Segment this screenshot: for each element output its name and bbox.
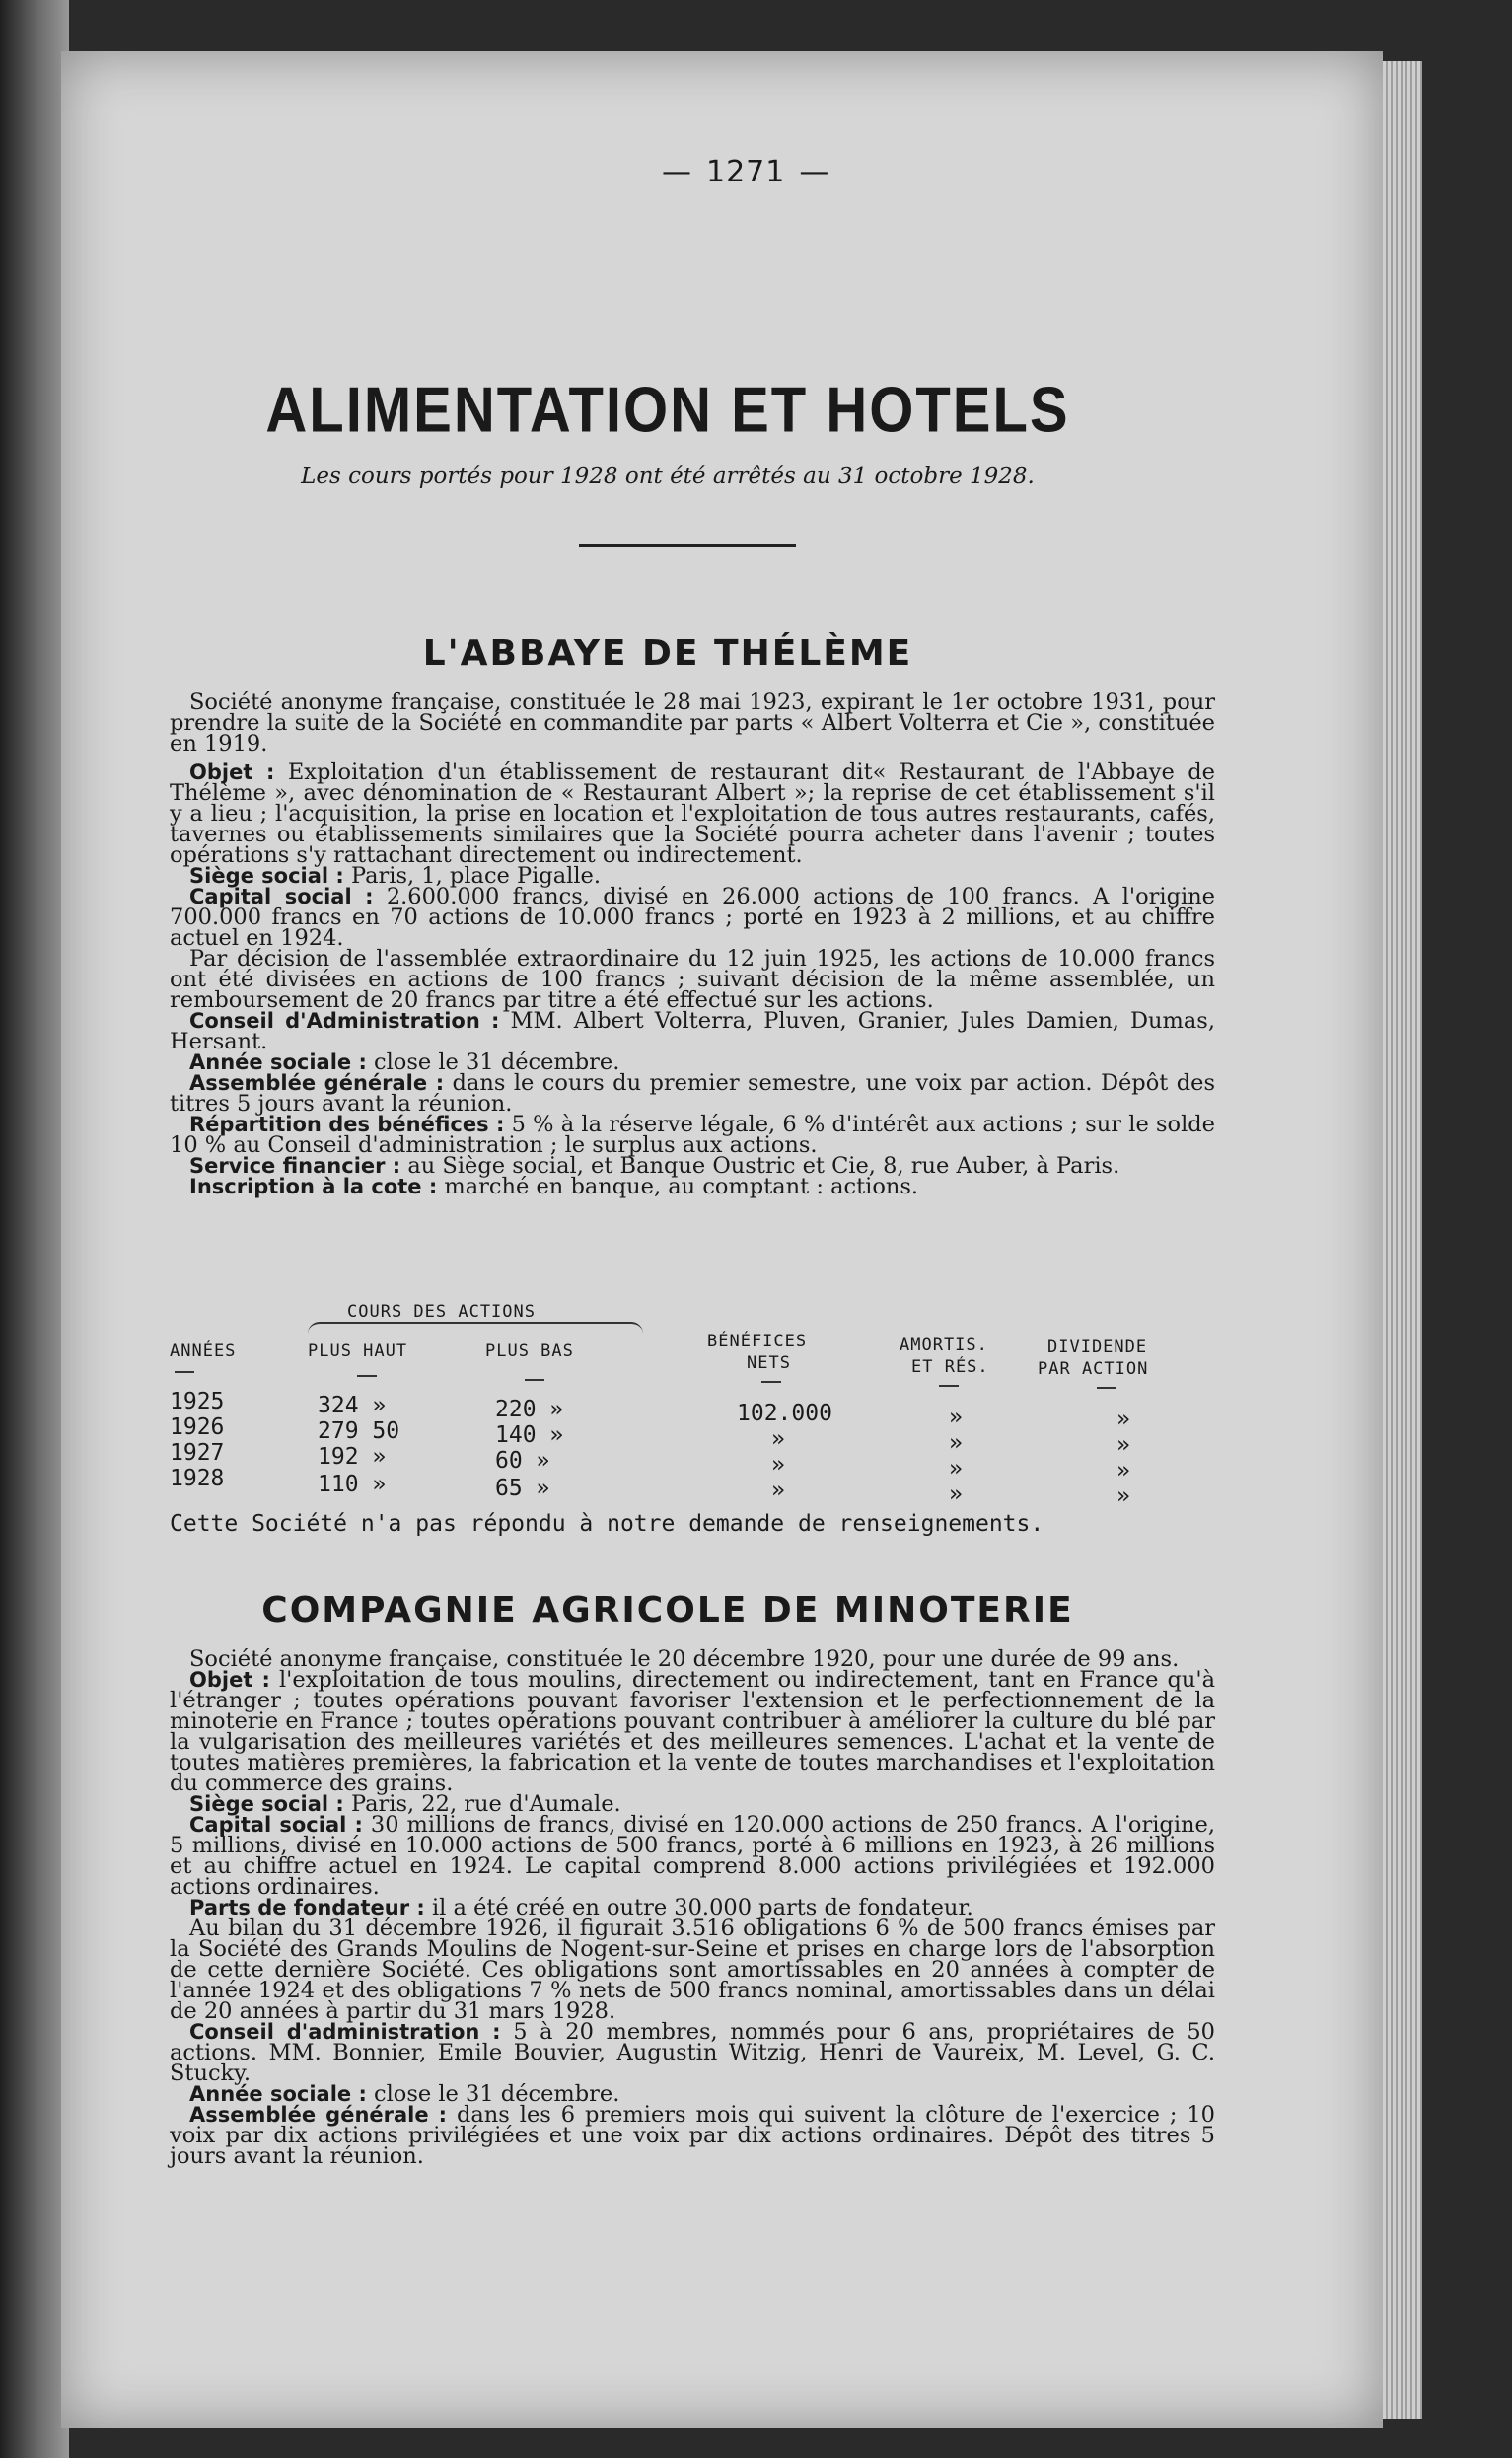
header-annees: ANNÉES bbox=[170, 1341, 237, 1361]
divider-rule bbox=[579, 544, 796, 547]
book-spine bbox=[0, 0, 69, 2458]
header-amortis-1: AMORTIS. bbox=[900, 1336, 988, 1355]
assemblee-paragraph: Assemblée générale : dans les 6 premiers mois qui suivent la clôture de l'exercice ; 10 voix par dix actions privilégiées et une voix par dix actions ordinaires. Dépôt des titres 5 jours avant la réunion. bbox=[170, 2102, 1215, 2169]
subtitle: Les cours portés pour 1928 ont été arrêtés au 31 octobre 1928. bbox=[301, 464, 1035, 489]
capital-paragraph: Capital social : 2.600.000 francs, divisé en 26.000 actions de 100 francs. A l'origine 700.000 francs en 70 actions de 10.000 francs ; porté en 1923 à 2 millions, et au chiffre actuel en 1924. bbox=[170, 884, 1215, 951]
parts-paragraph: Parts de fondateur : il a été créé en outre 30.000 parts de fondateur. bbox=[189, 1895, 973, 1920]
dash-mark bbox=[1097, 1387, 1116, 1389]
conseil-paragraph: Conseil d'administration : 5 à 20 membres, nommés pour 6 ans, propriétaires de 50 actions. MM. Bonnier, Emile Bouvier, Augustin Witzig, Henri de Vaureix, M. Level, G. C. Stucky. bbox=[170, 2019, 1215, 2086]
inscription-paragraph: Inscription à la cote : marché en banque, au comptant : actions. bbox=[189, 1174, 919, 1199]
page-edges bbox=[1383, 61, 1422, 2419]
header-benefices-1: BÉNÉFICES bbox=[707, 1332, 808, 1351]
objet-paragraph: Objet : l'exploitation de tous moulins, directement ou indirectement, tant en France qu'à l'étranger ; toutes opérations pouvant favoriser l'extension et le perfectionnement de la minoterie en France ; toutes opérations pouvant contribuer à améliorer la culture du blé par la vulgarisation des meilleures variétés et des meilleures semences. L'achat et la vente de toutes matières premières, la fabrication et la vente de toutes marchandises et l'exploitation du commerce des grains. bbox=[170, 1667, 1215, 1796]
header-amortis-2: ET RÉS. bbox=[911, 1357, 989, 1377]
dash-mark bbox=[525, 1379, 544, 1381]
page-number: — 1271 — bbox=[662, 155, 830, 189]
header-benefices-2: NETS bbox=[747, 1353, 791, 1373]
siege-paragraph: Siège social : Paris, 22, rue d'Aumale. bbox=[189, 1791, 621, 1817]
header-dividende-1: DIVIDENDE bbox=[1047, 1337, 1148, 1357]
dash-mark bbox=[175, 1371, 194, 1373]
conseil-paragraph: Conseil d'Administration : MM. Albert Volterra, Pluven, Granier, Jules Damien, Dumas, Hersant. bbox=[170, 1008, 1215, 1054]
repartition-paragraph: Répartition des bénéfices : 5 % à la réserve légale, 6 % d'intérêt aux actions ; sur le solde 10 % au Conseil d'administration ; le surplus aux actions. bbox=[170, 1112, 1215, 1158]
dash-mark bbox=[761, 1381, 781, 1383]
objet-paragraph: Objet : Exploitation d'un établissement de restaurant dit« Restaurant de l'Abbaye de Thélème », avec dénomination de « Restaurant Albert »; la reprise de cet établissement s'il y a lieu ; l'acquisition, la prise en location et l'exploitation de tous autres restaurants, cafés, tavernes ou établissements similaires que la Société pourra acheter dans l'avenir ; toutes opérations s'y rattachant directement ou indirectement. bbox=[170, 759, 1215, 868]
section-body-minoterie bbox=[170, 1646, 1215, 2169]
dash-mark bbox=[939, 1385, 959, 1387]
intro-paragraph: Société anonyme française, constituée le 28 mai 1923, expirant le 1er octobre 1931, pour prendre la suite de la Société en commandite par parts « Albert Volterra et Cie », constituée en 1919. bbox=[170, 689, 1215, 757]
intro-paragraph: Société anonyme française, constituée le 20 décembre 1920, pour une durée de 99 ans. bbox=[189, 1646, 1180, 1672]
section-body-abbaye bbox=[170, 689, 1215, 1199]
annee-paragraph: Année sociale : close le 31 décembre. bbox=[189, 2081, 620, 2107]
section-title-minoterie: COMPAGNIE AGRICOLE DE MINOTERIE bbox=[261, 1590, 1074, 1630]
dash-mark bbox=[357, 1375, 377, 1377]
header-plus-bas: PLUS BAS bbox=[485, 1341, 574, 1361]
assemblee-paragraph: Assemblée générale : dans le cours du premier semestre, une voix par action. Dépôt des titres 5 jours avant la réunion. bbox=[170, 1070, 1215, 1117]
section-title-abbaye: L'ABBAYE DE THÉLÈME bbox=[422, 633, 913, 674]
header-cours: COURS DES ACTIONS bbox=[347, 1302, 536, 1322]
header-brace bbox=[308, 1322, 643, 1334]
header-plus-haut: PLUS HAUT bbox=[308, 1341, 408, 1361]
bilan-paragraph: Au bilan du 31 décembre 1926, il figurait 3.516 obligations 6 % de 500 francs émises par la Société des Grands Moulins de Nogent-sur-Seine et prises en charge lors de l'absorption de cette dernière Société. Ces obligations sont amortissables en 20 années à compter de l'année 1924 et des obligations 7 % nets de 500 francs nominal, amortissables dans un délai de 20 années à partir du 31 mars 1928. bbox=[170, 1916, 1215, 2024]
document-page: — 1271 — ALIMENTATION ET HOTELS Les cours portés pour 1928 ont été arrêtés au 31 octobre 1928. L'ABBAYE DE THÉLÈME Société anonyme française, constituée le 28 mai 1923, expirant le 1er octobre 1931, pour prendre la suite de la Société en commandite par parts « Albert Volterra et Cie », constituée en 1919. Objet : Exploitation d'un établissement de restaurant dit« Restaurant de l'Abbaye de Thélème », avec dénomination de « Restaurant Albert »; la reprise de cet établissement s'il y a lieu ; l'acquisition, la prise en location et l'exploitation de tous autres restaurants, cafés, tavernes ou établissements similaires que la Société pourra acheter dans l'avenir ; toutes opérations s'y rattachant directement ou indirectement. Siège social : Paris, 1, place Pigalle. Capital social : 2.600.000 francs, divisé en 26.000 actions de 100 francs. A l'origine 700.000 francs en 70 actions de 10.000 francs ; porté en 1923 à 2 millions, et au chiffre actuel en 1924. Par décision de l'assemblée extraordinaire du 12 juin 1925, les actions de 10.000 francs ont été divisées en actions de 100 francs ; suivant décision de la même assemblée, un remboursement de 20 francs par titre a été effectué sur les actions. Conseil d'Administration : MM. Albert Volterra, Pluven, Granier, Jules Damien, Dumas, Hersant. Année sociale : close le 31 décembre. Assemblée générale : dans le cours du premier semestre, une voix par action. Dépôt des titres 5 jours avant la réunion. Répartition des bénéfices : 5 % à la réserve légale, 6 % d'intérêt aux actions ; sur le solde 10 % au Conseil d'administration ; le surplus aux actions. Service financier : au Siège social, et Banque Oustric et Cie, 8, rue Auber, à Paris. Inscription à la cote : marché en banque, au comptant : actions. COURS DES ACTIONS ANNÉES PLUS HAUT PLUS BAS BÉNÉFICES NETS AMORTIS. ET RÉS. DIVIDENDE PAR ACTION 1925 324 » 220 » 102.000 » » 1926 279 50 140 » » » » 1927 192 » 60 » » » » 1928 110 » 65 » » » » Cette Société n'a pas répondu à notre demande de renseignements. COMPAGNIE AGRICOLE DE MINOTERIE Société anonyme française, constituée le 20 décembre 1920, pour une durée de 99 ans. Objet : l'exploitation de tous moulins, directement ou indirectement, tant en France qu'à l'étranger ; toutes opérations pouvant favoriser l'extension et le perfectionnement de la minoterie en France ; toutes opérations pouvant contribuer à améliorer la culture du blé par la vulgarisation des meilleures variétés et des meilleures semences. L'achat et la vente de toutes matières premières, la fabrication et la vente de toutes marchandises et l'exploitation du commerce des grains. Siège social : Paris, 22, rue d'Aumale. Capital social : 30 millions de francs, divisé en 120.000 actions de 250 francs. A l'origine, 5 millions, divisé en 10.000 actions de 500 francs, porté à 6 millions en 1923, à 26 millions et au chiffre actuel en 1924. Le capital comprend 8.000 actions privilégiées et 192.000 actions ordinaires. Parts de fondateur : il a été créé en outre 30.000 parts de fondateur. Au bilan du 31 décembre 1926, il figurait 3.516 obligations 6 % de 500 francs émises par la Société des Grands Moulins de Nogent-sur-Seine et prises en charge lors de l'absorption de cette dernière Société. Ces obligations sont amortissables en 20 années à compter de l'année 1924 et des obligations 7 % nets de 500 francs nominal, amortissables dans un délai de 20 années à partir du 31 mars 1928. Conseil d'administration : 5 à 20 membres, nommés pour 6 ans, propriétaires de 50 actions. MM. Bonnier, Emile Bouvier, Augustin Witzig, Henri de Vaureix, M. Level, G. C. Stucky. Année sociale : close le 31 décembre. Assemblée générale : dans les 6 premiers mois qui suivent la clôture de l'exercice ; 10 voix par dix actions privilégiées et une voix par dix actions ordinaires. Dépôt des titres 5 jours avant la réunion. bbox=[61, 51, 1383, 2428]
closing-note: Cette Société n'a pas répondu à notre demande de renseignements. bbox=[170, 1511, 1044, 1537]
service-paragraph: Service financier : au Siège social, et Banque Oustric et Cie, 8, rue Auber, à Paris. bbox=[189, 1153, 1120, 1179]
capital-paragraph: Capital social : 30 millions de francs, divisé en 120.000 actions de 250 francs. A l'origine, 5 millions, divisé en 10.000 actions de 500 francs, porté à 6 millions en 1923, à 26 millions et au chiffre actuel en 1924. Le capital comprend 8.000 actions privilégiées et 192.000 actions ordinaires. bbox=[170, 1812, 1215, 1900]
decision-paragraph: Par décision de l'assemblée extraordinaire du 12 juin 1925, les actions de 10.000 francs ont été divisées en actions de 100 francs ; suivant décision de la même assemblée, un remboursement de 20 francs par titre a été effectué sur les actions. bbox=[170, 946, 1215, 1013]
annee-paragraph: Année sociale : close le 31 décembre. bbox=[189, 1049, 620, 1075]
header-dividende-2: PAR ACTION bbox=[1038, 1359, 1149, 1379]
siege-paragraph: Siège social : Paris, 1, place Pigalle. bbox=[189, 863, 602, 889]
main-title: ALIMENTATION ET HOTELS bbox=[265, 374, 1070, 446]
